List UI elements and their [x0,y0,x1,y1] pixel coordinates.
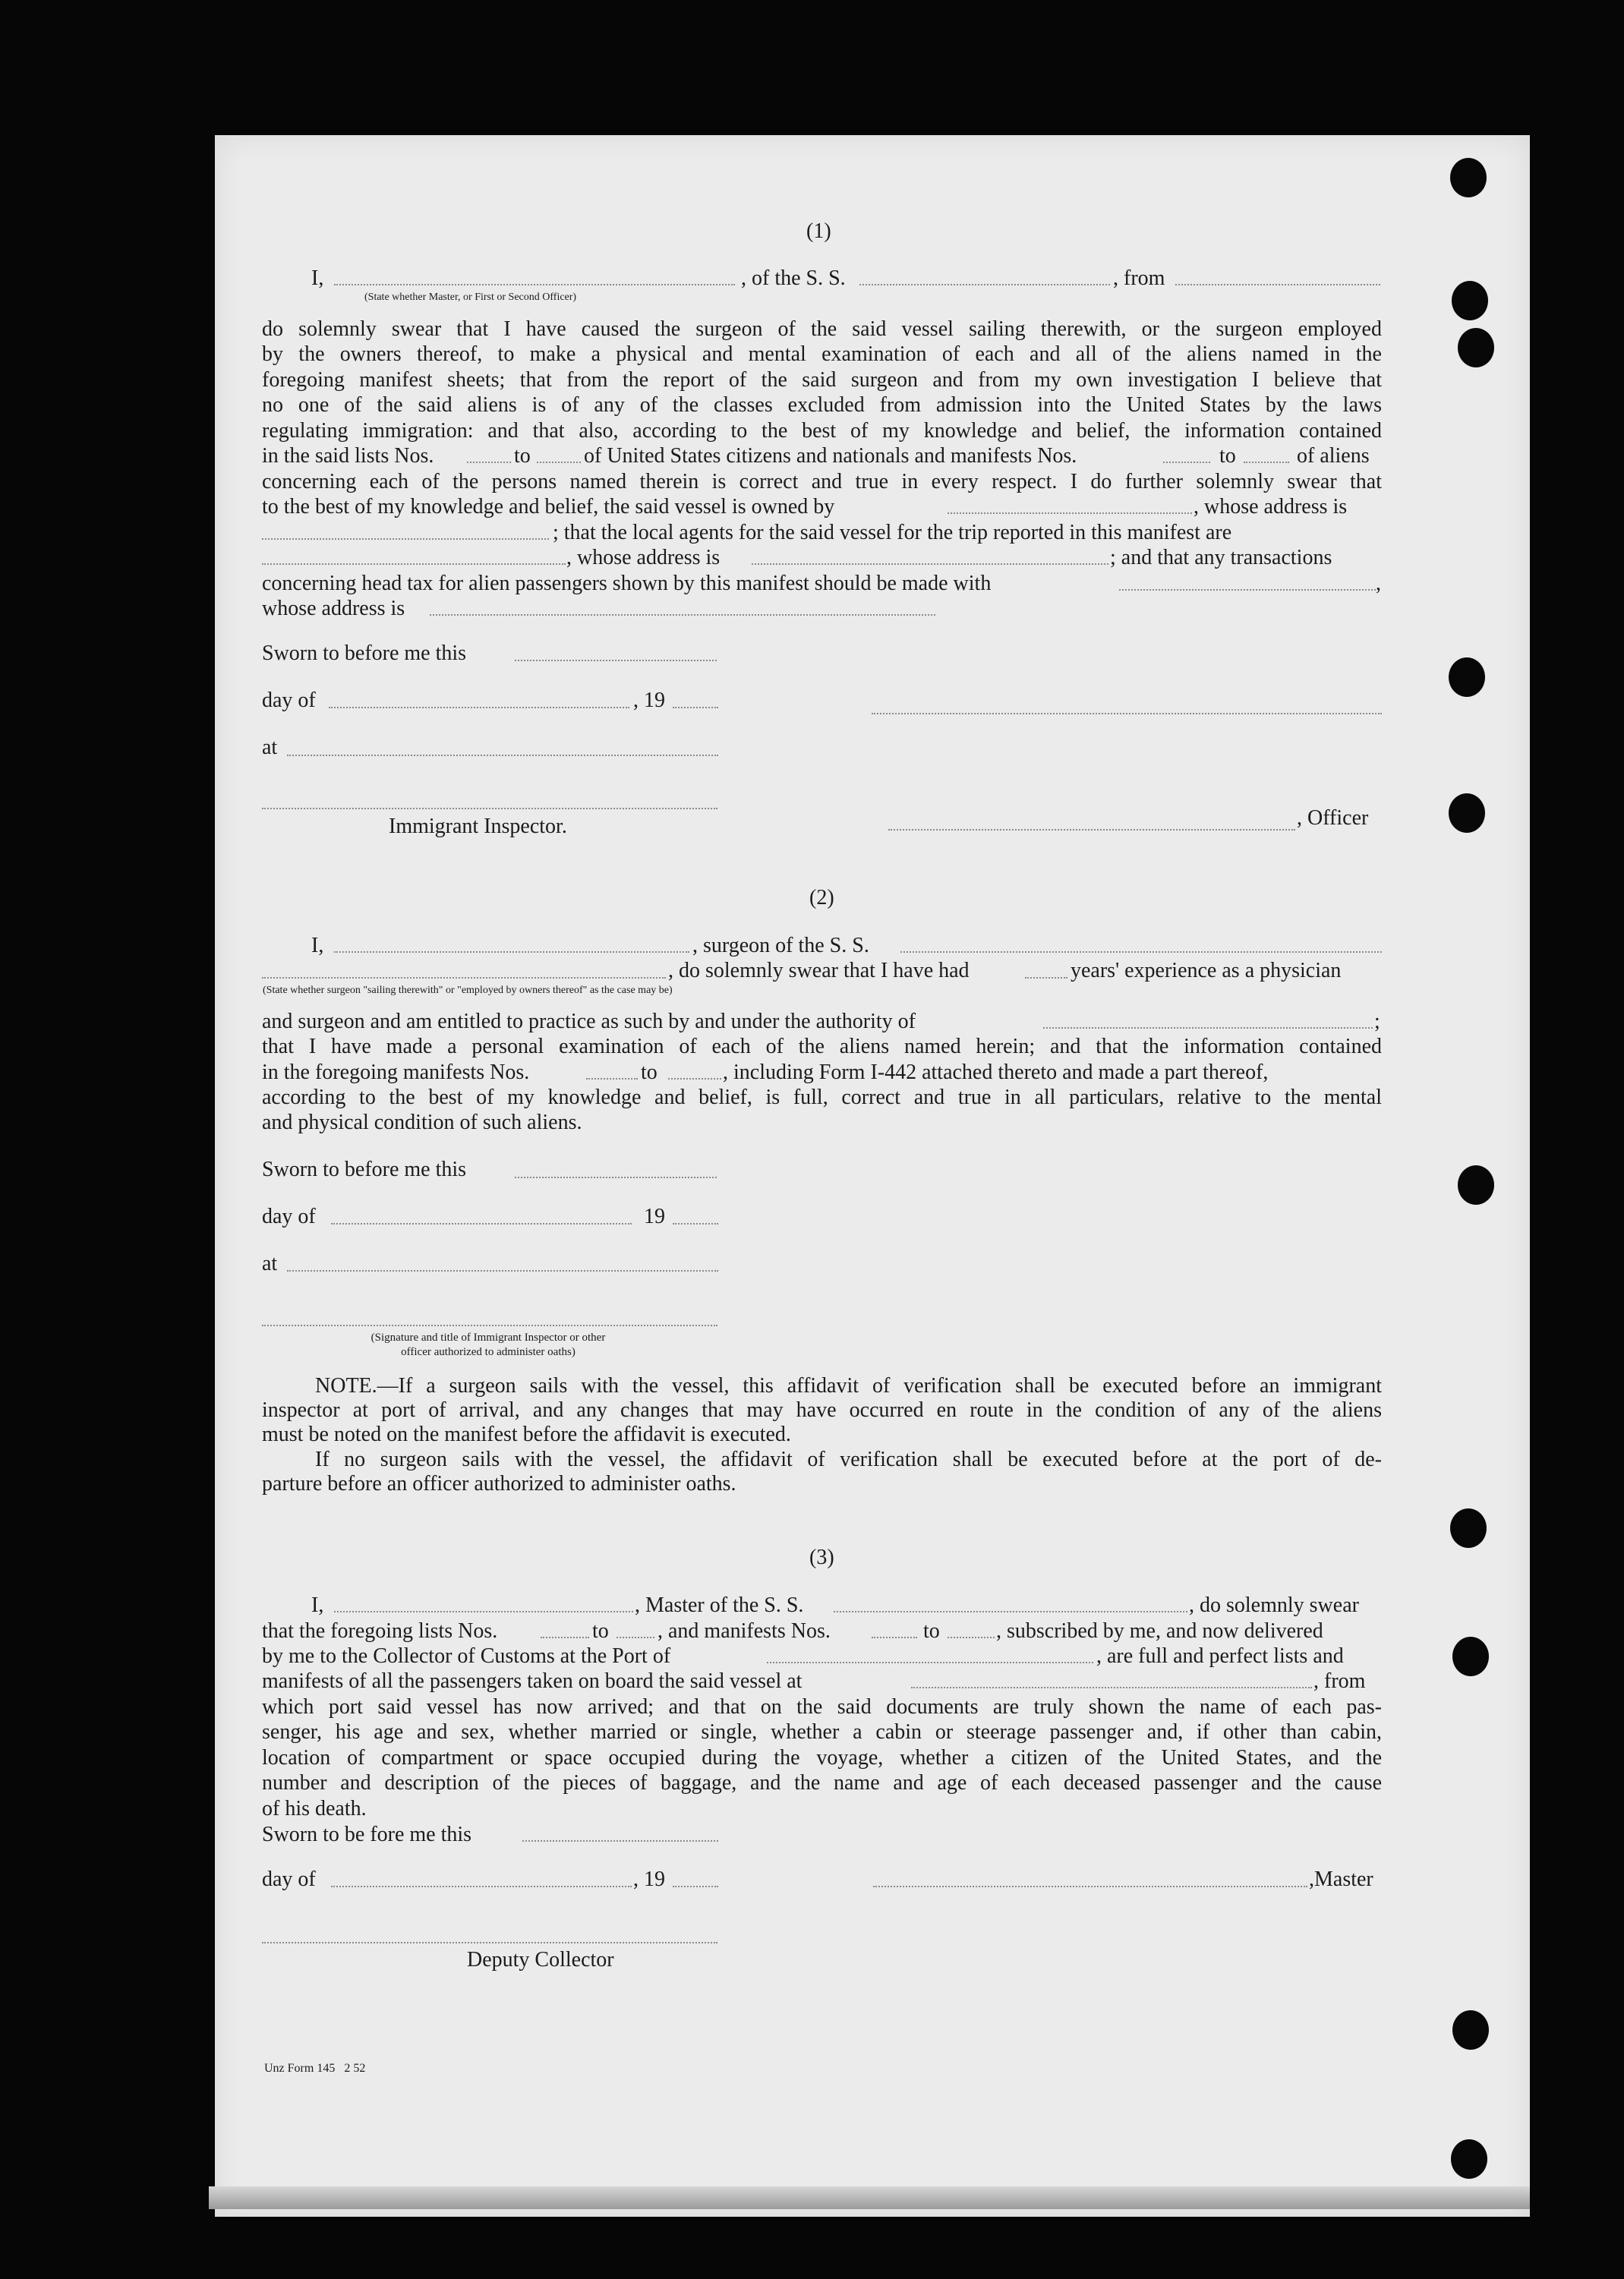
immigrant-inspector-label: Immigrant Inspector. [389,815,567,838]
page-bottom-edge [209,2186,1530,2209]
owner-address-blank [262,538,549,540]
from-port-blank [1175,284,1380,285]
punch-hole [1458,328,1494,367]
embarkation-port-blank [911,1687,1312,1688]
note-paragraph-2: If no surgeon sails with the vessel, the affidavit of verification shall be executed before at the port of de- parture before an officer authorized to administer oaths. [262,1448,1382,1496]
master-name-blank [334,1611,633,1612]
manifests-to-blank [1244,462,1289,463]
surgeon-vessel-blank [900,951,1382,953]
punch-hole [1458,1165,1494,1205]
officer-rank-blank [334,284,735,285]
sworn-label-2: Sworn to before me this [262,1158,467,1181]
of-the-ss-label: , of the S. S. [741,266,846,290]
surgeon-status-blank [262,977,666,979]
oath-1-i: I, [311,266,324,290]
head-tax-address-blank [430,614,935,616]
section-3-heading: (3) [809,1546,834,1569]
authority-blank [1043,1027,1373,1029]
section-2-heading: (2) [809,886,834,909]
surgeon-name-blank [334,951,689,953]
punch-hole [1450,158,1487,197]
punch-hole [1451,2139,1487,2179]
punch-hole [1450,1508,1487,1548]
collector-signature-blank [262,1942,717,1943]
inspector-signature-blank [262,808,717,809]
port-blank [767,1662,1093,1663]
punch-hole [1449,793,1485,833]
head-tax-blank [1119,589,1376,591]
lists-to-blank [537,462,581,463]
officer-rank-note: (State whether Master, or First or Second Officer) [364,292,577,303]
surgeon-status-note: (State whether surgeon "sailing therewith" or "employed by owners thereof" as the case may be) [263,985,673,996]
sworn-label-1: Sworn to before me this [262,641,467,665]
sworn-label-3: Sworn to be fore me this [262,1823,472,1846]
oath-3-body: which port said vessel has now arrived; and that on the said documents are truly shown the name of each pas- senger, his age and sex, whether married or single, whether a cabin or steerage passenger and, if other than cabin, location of compartment or space occupied during the voyage, whether a citizen of the United States, and the number and description of the pieces of baggage, and the name and age of each deceased passenger and the cause [262,1695,1382,1795]
note-paragraph-1: NOTE.—If a surgeon sails with the vessel, this affidavit of verification shall be executed before an immigrant inspector at port of arrival, and any changes that may have occurred en route in the condition of any of the aliens must be noted on the manifest before the affidavit is executed. [262,1374,1382,1446]
master-label: ,Master [1309,1868,1373,1891]
master-signature-blank [873,1886,1307,1887]
master-vessel-blank [834,1611,1187,1612]
agents-address-blank [752,563,1108,565]
owner-blank [948,512,1192,514]
lists-from-blank [467,462,511,463]
from-label: , from [1113,266,1165,290]
officer-signature-blank [872,713,1382,714]
manifests-from-blank [1163,462,1210,463]
years-blank [1025,977,1067,979]
oath-officer-signature-blank [262,1325,717,1326]
punch-hole [1452,2010,1489,2050]
officer-label: , Officer [1297,806,1369,830]
punch-hole [1452,281,1488,320]
oath-1-body: do solemnly swear that I have caused the surgeon of the said vessel sailing therewith, or the surgeon employed by the owners thereof, to make a physical and mental examination of each and all of the aliens named in the foregoing manifest sheets; that from the report of the said surgeon and from my own investigation I believe that no one of the said aliens is of any of the classes excluded from admission into the United States by the laws regulating immigration: and that also, according to the best of my knowledge and belief, the information contained [262,317,1382,443]
punch-hole [1449,657,1485,697]
agents-blank [262,563,566,565]
deputy-collector-label: Deputy Collector [467,1948,614,1972]
vessel-name-blank [859,284,1110,285]
section-1-heading: (1) [806,219,831,243]
form-number: Unz Form 145 2 52 [264,2062,366,2075]
punch-hole [1452,1637,1489,1676]
